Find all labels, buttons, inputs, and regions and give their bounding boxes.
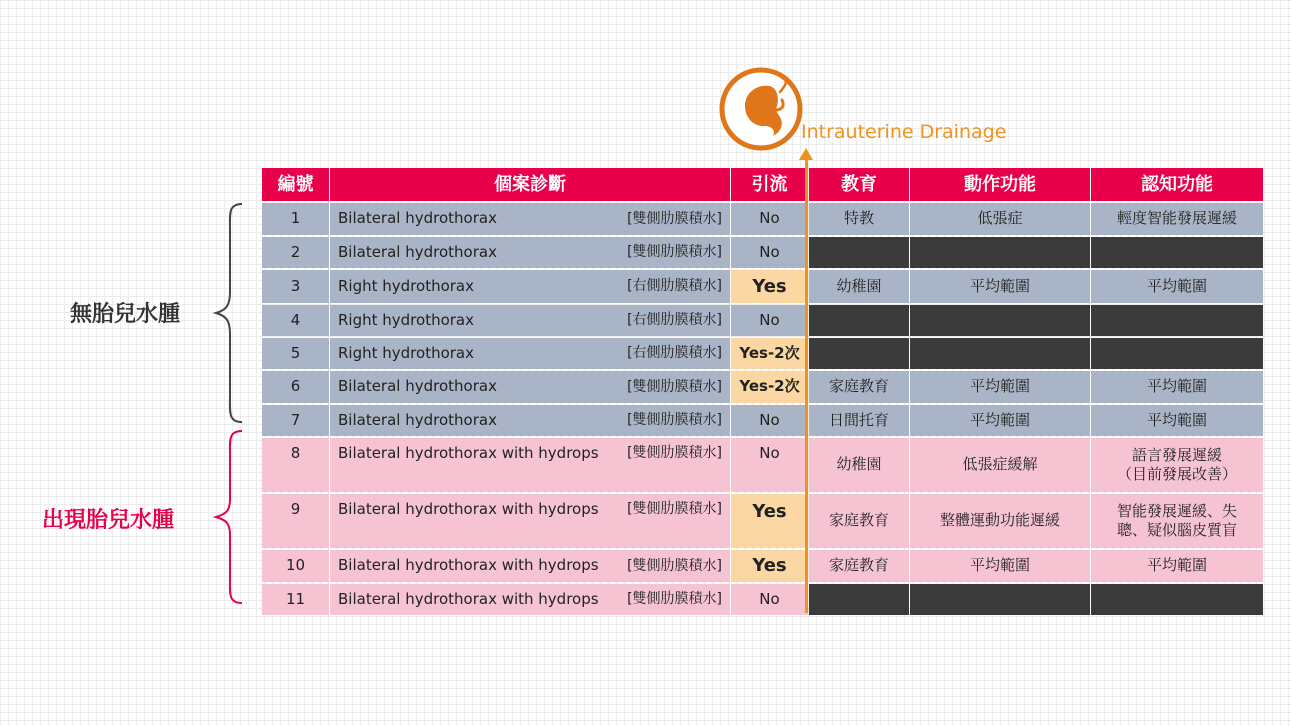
header-education: 教育 [809, 168, 909, 201]
row-5-diagnosis [330, 338, 730, 369]
row-1-case-number: 1 [262, 203, 329, 235]
row-9-cognitive-function: 智能發展遲緩、失 聰、疑似腦皮質盲 [1091, 494, 1263, 548]
brace-no-hydrops [210, 202, 246, 424]
header-motor-function: 動作功能 [910, 168, 1090, 201]
row-2-diagnosis [330, 237, 730, 268]
row-6-motor-function: 平均範圍 [910, 371, 1090, 403]
diagnosis-zh: [雙側肋膜積水] [627, 445, 722, 461]
row-6-diagnosis [330, 371, 730, 403]
diagnosis-en: Right hydrothorax [338, 343, 474, 362]
row-8-education: 幼稚園 [809, 438, 909, 492]
row-11-motor-function [910, 584, 1090, 615]
row-7-motor-function: 平均範圍 [910, 405, 1090, 436]
diagnosis-en: Right hydrothorax [338, 310, 474, 329]
row-1-education: 特教 [809, 203, 909, 235]
drainage-line [805, 157, 808, 613]
row-4-diagnosis [330, 305, 730, 336]
row-11-drainage: No [731, 584, 808, 615]
row-6-drainage: Yes-2次 [731, 371, 808, 403]
row-5-motor-function [910, 338, 1090, 369]
row-5-education [809, 338, 909, 369]
drainage-arrow [799, 148, 813, 160]
header-cognitive-function: 認知功能 [1091, 168, 1263, 201]
row-4-case-number: 4 [262, 305, 329, 336]
group-label-no-hydrops: 無胎兒水腫 [70, 302, 181, 327]
row-10-education: 家庭教育 [809, 550, 909, 582]
row-6-case-number: 6 [262, 371, 329, 403]
diagnosis-en: Bilateral hydrothorax with hydrops [338, 444, 599, 462]
row-4-education [809, 305, 909, 336]
row-8-motor-function: 低張症緩解 [910, 438, 1090, 492]
row-3-education: 幼稚園 [809, 270, 909, 303]
row-3-drainage: Yes [731, 270, 808, 303]
header-diagnosis: 個案診斷 [330, 168, 730, 201]
row-8-case-number: 8 [262, 438, 329, 492]
row-7-cognitive-function: 平均範圍 [1091, 405, 1263, 436]
diagnosis-zh: [右側肋膜積水] [627, 312, 722, 329]
diagnosis-zh: [雙側肋膜積水] [627, 378, 722, 395]
diagnosis-en: Bilateral hydrothorax [338, 209, 497, 228]
row-11-case-number: 11 [262, 584, 329, 615]
row-8-diagnosis [330, 438, 730, 492]
row-1-motor-function: 低張症 [910, 203, 1090, 235]
row-5-cognitive-function [1091, 338, 1263, 369]
row-4-cognitive-function [1091, 305, 1263, 336]
row-7-case-number: 7 [262, 405, 329, 436]
row-3-cognitive-function: 平均範圍 [1091, 270, 1263, 303]
diagnosis-en: Right hydrothorax [338, 276, 474, 295]
diagnosis-zh: [雙側肋膜積水] [627, 591, 722, 608]
row-5-case-number: 5 [262, 338, 329, 369]
row-4-drainage: No [731, 305, 808, 336]
row-6-cognitive-function: 平均範圍 [1091, 371, 1263, 403]
row-7-education: 日間托育 [809, 405, 909, 436]
brace-hydrops [210, 429, 246, 605]
row-10-cognitive-function: 平均範圍 [1091, 550, 1263, 582]
row-6-education: 家庭教育 [809, 371, 909, 403]
row-9-case-number: 9 [262, 494, 329, 548]
diagnosis-en: Bilateral hydrothorax with hydrops [338, 556, 599, 575]
row-9-diagnosis [330, 494, 730, 548]
row-10-diagnosis [330, 550, 730, 582]
row-3-diagnosis [330, 270, 730, 303]
row-9-motor-function: 整體運動功能遲緩 [910, 494, 1090, 548]
diagnosis-zh: [雙側肋膜積水] [627, 244, 722, 261]
diagnosis-en: Bilateral hydrothorax with hydrops [338, 589, 599, 608]
row-7-drainage: No [731, 405, 808, 436]
row-11-cognitive-function [1091, 584, 1263, 615]
diagnosis-en: Bilateral hydrothorax [338, 242, 497, 261]
row-10-motor-function: 平均範圍 [910, 550, 1090, 582]
diagnosis-zh: [雙側肋膜積水] [627, 412, 722, 429]
header-case-number: 編號 [262, 168, 329, 201]
row-8-cognitive-function: 語言發展遲緩 （目前發展改善） [1091, 438, 1263, 492]
diagnosis-zh: [雙側肋膜積水] [627, 557, 722, 574]
row-2-motor-function [910, 237, 1090, 268]
row-1-cognitive-function: 輕度智能發展遲緩 [1091, 203, 1263, 235]
diagnosis-zh: [雙側肋膜積水] [627, 210, 722, 227]
row-3-case-number: 3 [262, 270, 329, 303]
row-5-drainage: Yes-2次 [731, 338, 808, 369]
row-2-cognitive-function [1091, 237, 1263, 268]
row-1-drainage: No [731, 203, 808, 235]
header-drainage: 引流 [731, 168, 808, 201]
fetus-icon [718, 66, 804, 152]
row-10-drainage: Yes [731, 550, 808, 582]
row-2-education [809, 237, 909, 268]
row-10-case-number: 10 [262, 550, 329, 582]
diagnosis-en: Bilateral hydrothorax [338, 410, 497, 429]
row-7-diagnosis [330, 405, 730, 436]
row-11-education [809, 584, 909, 615]
diagnosis-en: Bilateral hydrothorax with hydrops [338, 500, 599, 518]
group-label-hydrops: 出現胎兒水腫 [42, 508, 175, 533]
row-11-diagnosis [330, 584, 730, 615]
row-2-drainage: No [731, 237, 808, 268]
row-4-motor-function [910, 305, 1090, 336]
diagnosis-zh: [雙側肋膜積水] [627, 501, 722, 517]
row-2-case-number: 2 [262, 237, 329, 268]
row-1-diagnosis [330, 203, 730, 235]
drainage-label: Intrauterine Drainage [801, 121, 1007, 143]
diagnosis-zh: [右側肋膜積水] [627, 278, 722, 295]
row-8-drainage: No [731, 438, 808, 492]
row-3-motor-function: 平均範圍 [910, 270, 1090, 303]
row-9-drainage: Yes [731, 494, 808, 548]
diagnosis-zh: [右側肋膜積水] [627, 345, 722, 362]
diagnosis-en: Bilateral hydrothorax [338, 377, 497, 396]
row-9-education: 家庭教育 [809, 494, 909, 548]
